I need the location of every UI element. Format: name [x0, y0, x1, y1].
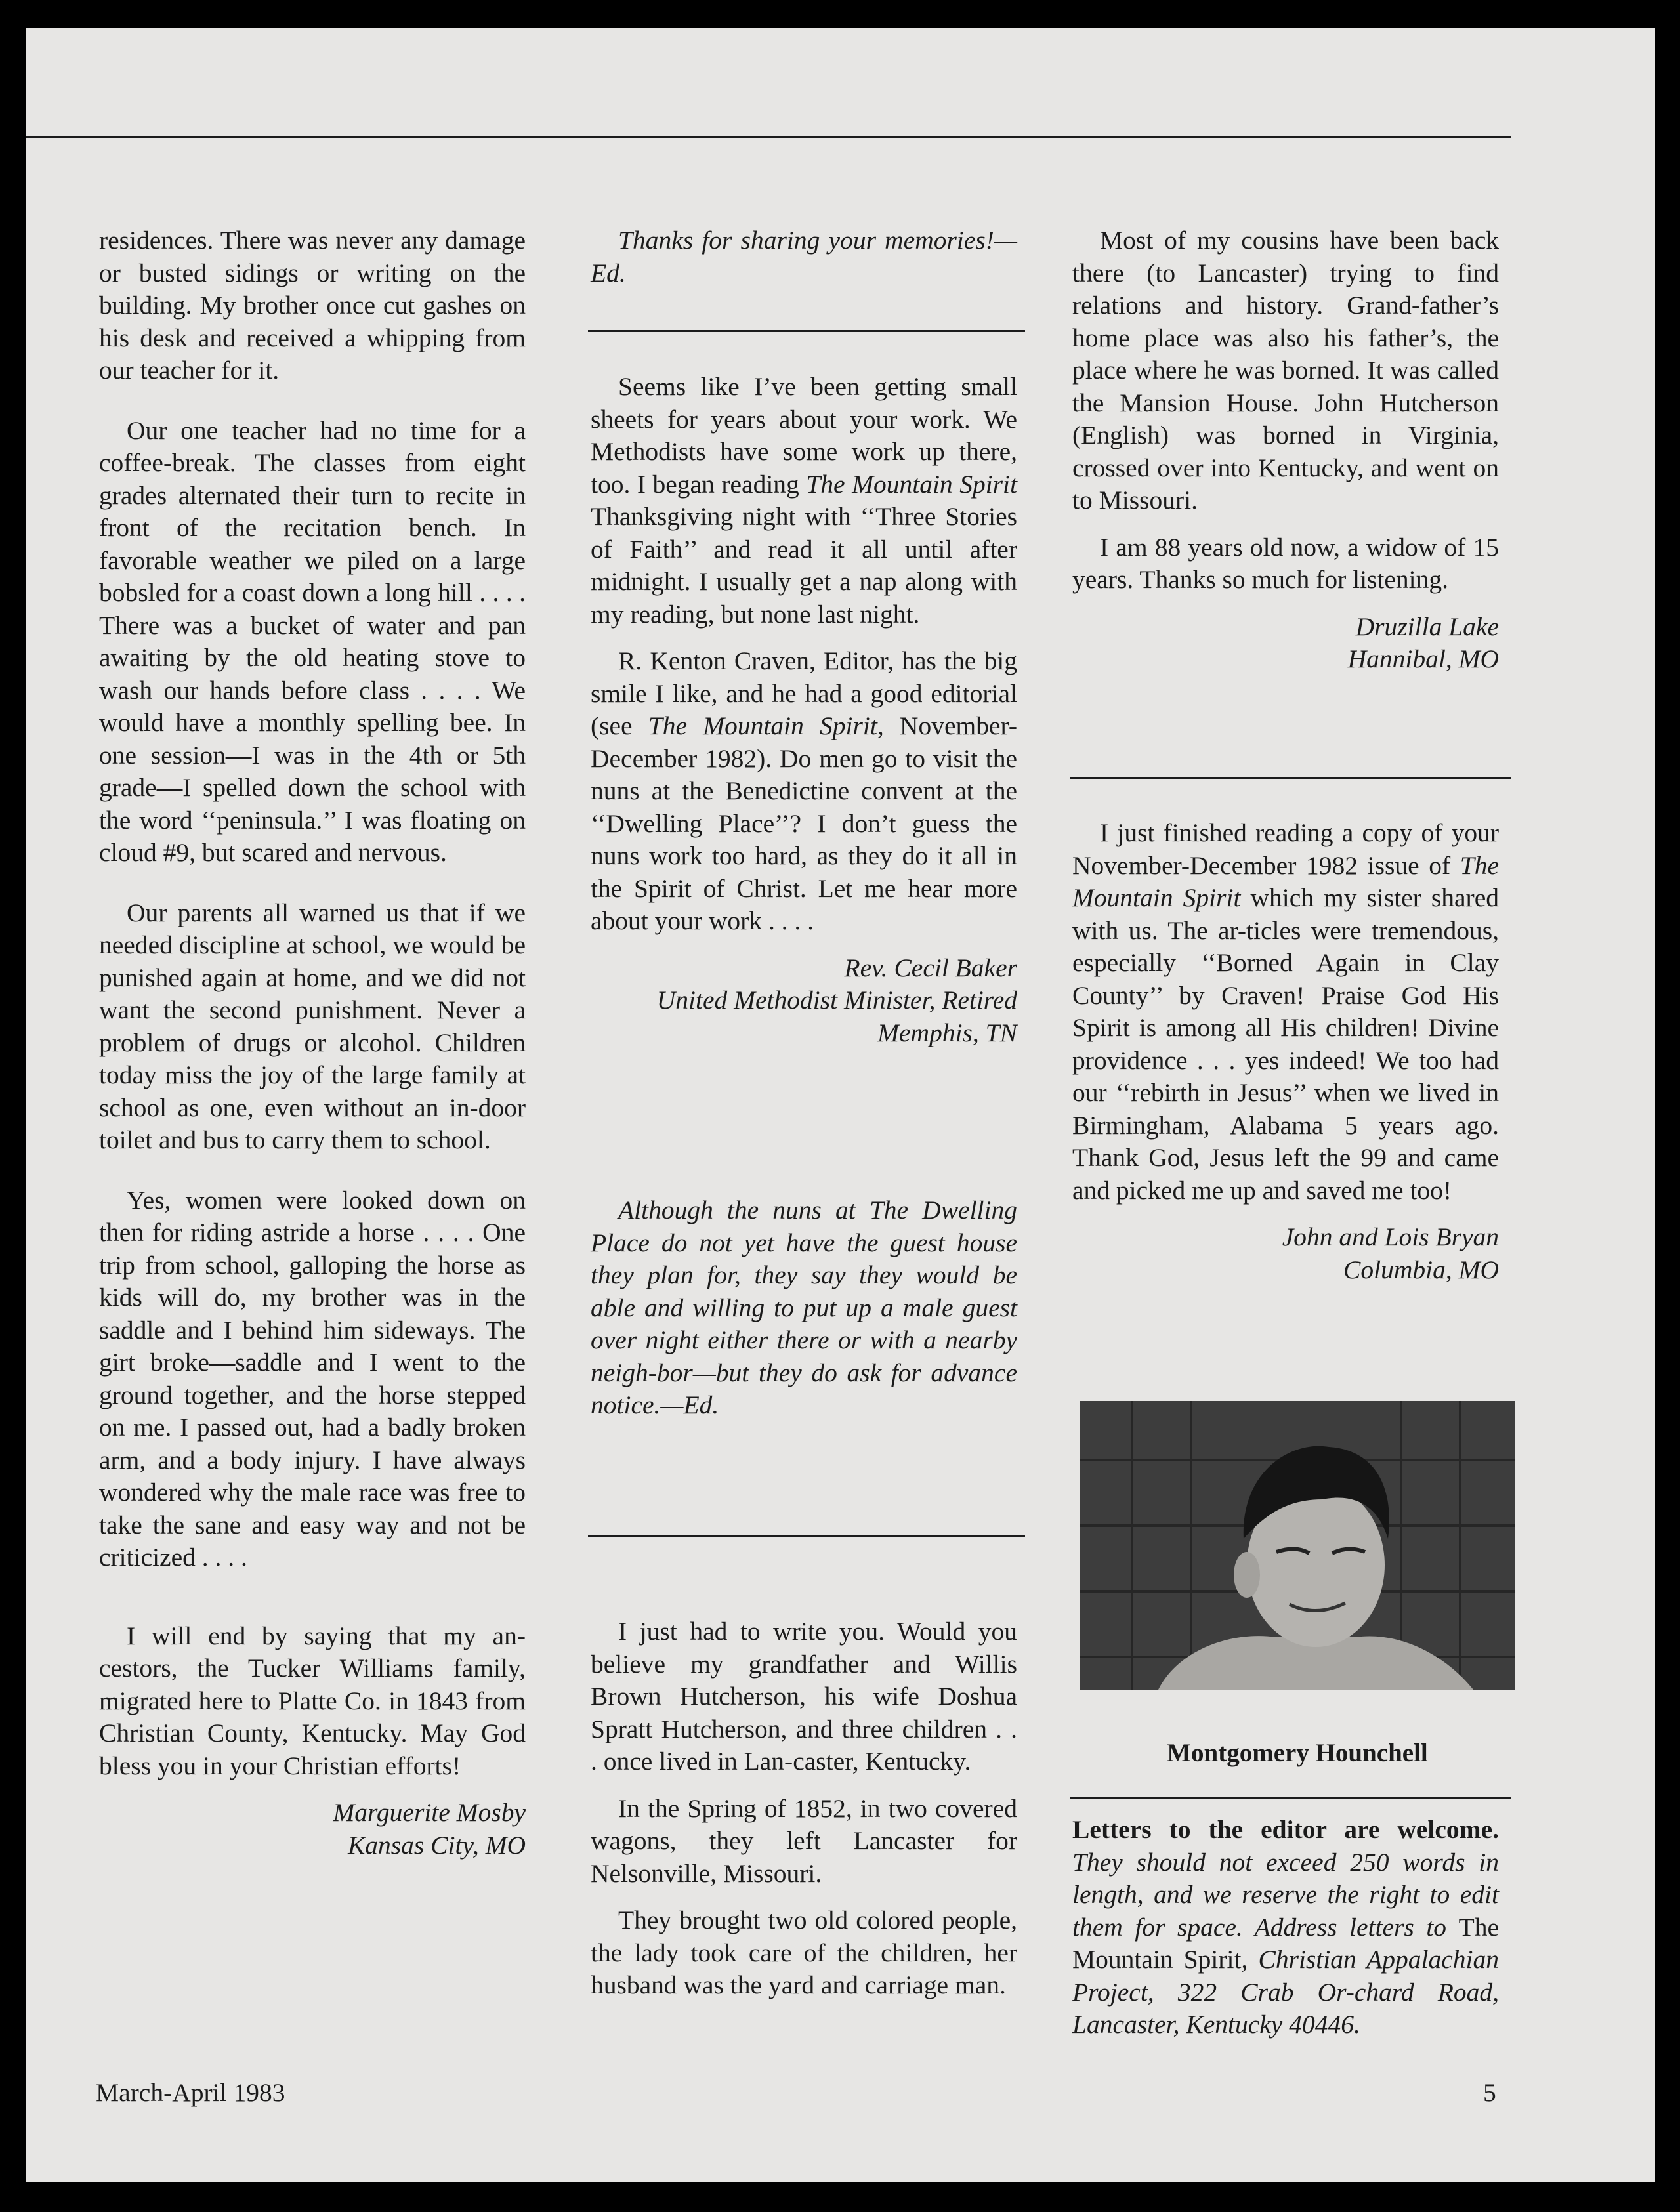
col3-signature-2-name: John and Lois Bryan [1282, 1222, 1499, 1251]
portrait-photo [1080, 1401, 1515, 1690]
letter3-paragraph-3: They brought two old colored people, the lady took care of the children, her husband was the yard and carriage man. [591, 1906, 1017, 1999]
col1-signature-name: Marguerite Mosby [333, 1798, 526, 1827]
editor-note-2-block [591, 1194, 1017, 1422]
col2-divider-2 [588, 1535, 1025, 1537]
letter3-paragraph-1: I just had to write you. Would you believe my grandfather and Willis Brown Hutcherson, his wife Doshua Spratt Hutcherson, and three children . . . once lived in Lan-caster, Kentucky. [591, 1617, 1017, 1776]
letter2-signature-name: Rev. Cecil Baker [844, 953, 1017, 982]
col3-signature-1-name: Druzilla Lake [1355, 612, 1499, 641]
column-2-letter-3 [591, 1616, 1017, 2002]
column-3 [1072, 224, 1499, 676]
col1-signature-place: Kansas City, MO [347, 1830, 526, 1860]
footer-page-number: 5 [1483, 2078, 1496, 2107]
col3-signature-2-place: Columbia, MO [1343, 1255, 1499, 1284]
column-2-letter-2 [591, 371, 1017, 1049]
editor-notice [1072, 1814, 1499, 2041]
photo-caption: Montgomery Hounchell [1167, 1739, 1428, 1767]
editor-note-2: Although the nuns at The Dwelling Place do not yet have the guest house they plan for, they say they would be able and willing to put up a male guest over night either there or with a nearby neigh-bor—but they do ask for advance notice.—Ed. [591, 1196, 1017, 1419]
letter2-signature-place: Memphis, TN [877, 1018, 1017, 1047]
col3-divider-2 [1070, 1797, 1511, 1799]
column-1 [99, 224, 526, 1862]
col1-paragraph-5: I will end by saying that my an-cestors, the Tucker Williams family, migrated here to Platte Co. in 1843 from Christian County, Kentucky. May God bless you in your Christian efforts! [99, 1621, 526, 1780]
magazine-page [26, 28, 1655, 2182]
col1-paragraph-4: Yes, women were looked down on then for riding astride a horse . . . . One trip from school, galloping the horse as kids will do, my brother was in the saddle and I behind him sideways. The girt broke—saddle and I went to the ground together, and the horse stepped on me. I passed out, had a badly broken arm, and a body injury. I have always wondered why the male race was free to take the sane and easy way and not be criticized . . . . [99, 1185, 526, 1572]
letter2-paragraph-2: R. Kenton Craven, Editor, has the big smile I like, and he had a good editorial (see The Mountain Spirit, November-December 1982). Do men go to visit the nuns at the Benedictine convent at the ‘‘Dwelling Place’’? I don’t guess the nuns work too hard, as they do it all in the Spirit of Christ. Let me hear more about your work . . . . [591, 646, 1017, 935]
col2-divider-1 [588, 330, 1025, 332]
column-2 [591, 224, 1017, 289]
letter2-paragraph-1: Seems like I’ve been getting small sheets for years about your work. We Methodists have some work up there, too. I began reading The Mountain Spirit Thanksgiving night with ‘‘Three Stories of Faith’’ and read it all until after midnight. I usually get a nap along with my reading, but none last night. [591, 372, 1017, 629]
editor-note-1: Thanks for sharing your memories!—Ed. [591, 226, 1017, 287]
editor-notice-text: Letters to the editor are welcome. They should not exceed 250 words in length, and we reserve the right to edit them for space. Address letters to The Mountain Spirit, Christian Appalachian Project, 322 Crab Or-chard Road, Lancaster, Kentucky 40446. [1072, 1815, 1499, 2039]
col1-paragraph-2: Our one teacher had no time for a coffee-break. The classes from eight grades alternated their turn to recite in front of the recitation bench. In favorable weather we piled on a large bobsled for a coast down a long hill . . . . There was a bucket of water and pan awaiting by the old heating stove to wash our hands before class . . . . We would have a monthly spelling bee. In one session—I was in the 4th or 5th grade—I spelled down the school with the word ‘‘peninsula.’’ I was floating on cloud #9, but scared and nervous. [99, 415, 526, 867]
letter5-paragraph: I just finished reading a copy of your November-December 1982 issue of The Mountain Spirit which my sister shared with us. The ar-ticles were tremendous, especially ‘‘Borned Again in Clay County’’ by Craven! Praise God His Spirit is among all His children! Divine providence . . . yes indeed! We too had our ‘‘rebirth in Jesus’’ when we lived in Birmingham, Alabama 5 years ago. Thank God, Jesus left the 99 and came and picked me up and saved me too! [1072, 818, 1499, 1205]
col1-paragraph-1: residences. There was never any damage or busted sidings or writing on the building. My brother once cut gashes on his desk and received a whipping from our teacher for it. [99, 226, 526, 385]
letter2-signature-title: United Methodist Minister, Retired [656, 986, 1017, 1014]
portrait-illustration [1080, 1401, 1515, 1690]
footer-date: March-April 1983 [96, 2078, 285, 2107]
column-3-letter-5 [1072, 817, 1499, 1286]
letter3-paragraph-2: In the Spring of 1852, in two covered wagons, they left Lancaster for Nelsonville, Missouri. [591, 1793, 1017, 1888]
top-rule [26, 136, 1511, 138]
col3-paragraph-1: Most of my cousins have been back there (to Lancaster) trying to find relations and history. Grand-father’s home place was also his father’s, the place where he was borned. It was called the Mansion House. John Hutcherson (English) was borned in Virginia, crossed over into Kentucky, and went on to Missouri. [1072, 226, 1499, 514]
col3-paragraph-2: I am 88 years old now, a widow of 15 years. Thanks so much for listening. [1072, 532, 1499, 594]
col3-divider-1 [1070, 777, 1511, 779]
col1-paragraph-3: Our parents all warned us that if we needed discipline at school, we would be punished again at home, and we did not want the second punishment. Never a problem of drugs or alcohol. Children today miss the joy of the large family at school as one, even without an in-door toilet and bus to carry them to school. [99, 898, 526, 1154]
col3-signature-1-place: Hannibal, MO [1347, 644, 1499, 673]
